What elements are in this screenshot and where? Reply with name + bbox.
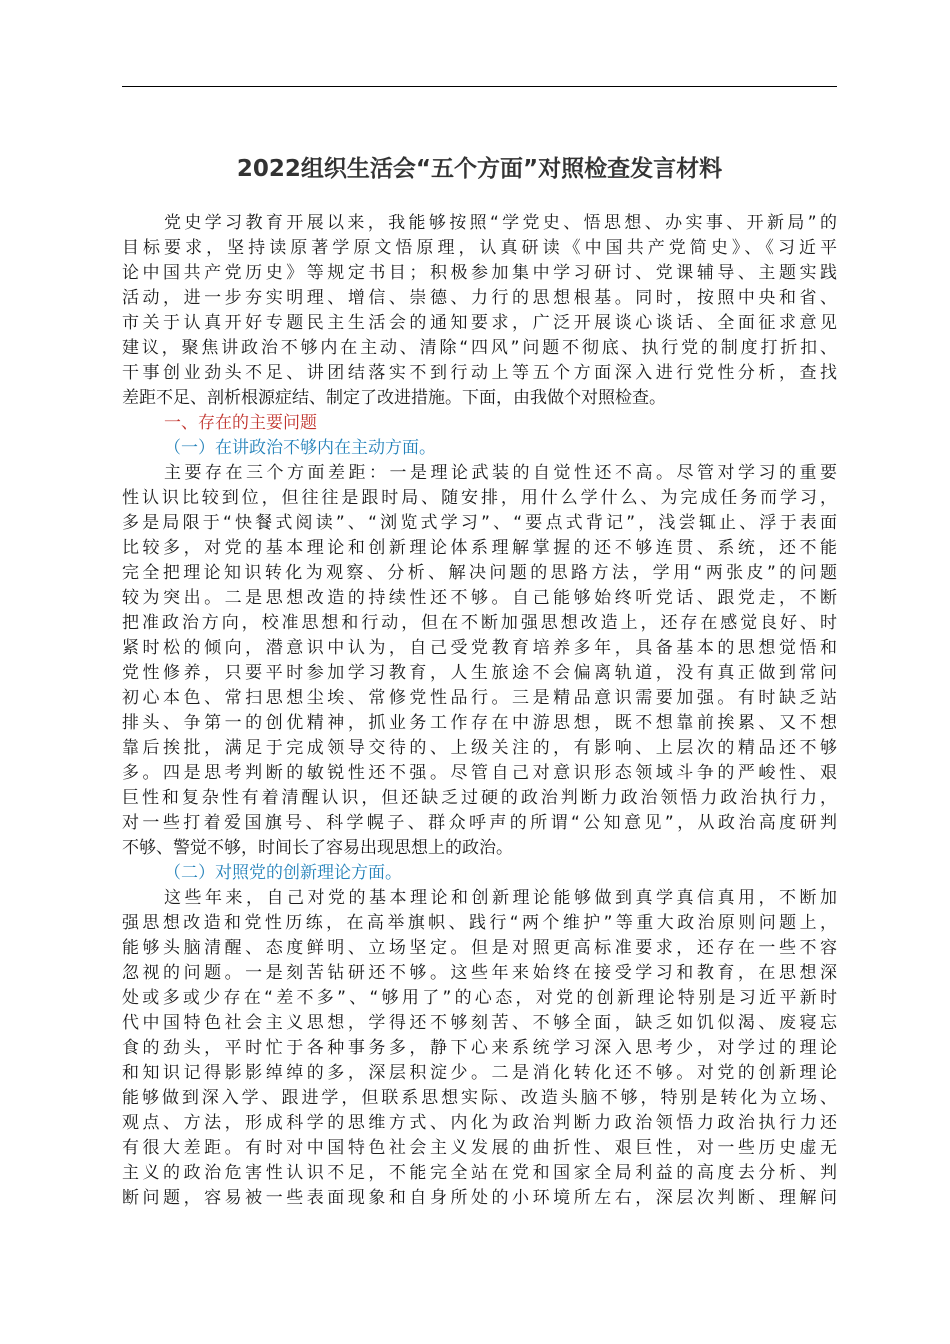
paragraph-line: 巨性和复杂性有着清醒认识，但还缺乏过硬的政治判断力政治领悟力政治执行力， bbox=[122, 788, 837, 808]
paragraph-line: 观点、方法，形成科学的思维方式、内化为政治判断力政治领悟力政治执行力还 bbox=[122, 1113, 837, 1133]
paragraph-line: 论中国共产党历史》等规定书目；积极参加集中学习研讨、党课辅导、主题实践 bbox=[122, 263, 837, 283]
paragraph-line: 忽视的问题。一是刻苦钻研还不够。这些年来始终在接受学习和教育，在思想深 bbox=[122, 963, 837, 983]
paragraph-line: 食的劲头，平时忙于各种事务多，静下心来系统学习深入思考少，对学过的理论 bbox=[122, 1038, 837, 1058]
paragraph-line: 断问题，容易被一些表面现象和自身所处的小环境所左右，深层次判断、理解问 bbox=[122, 1188, 837, 1208]
paragraph-line: 活动，进一步夯实明理、增信、崇德、力行的思想根基。同时，按照中央和省、 bbox=[122, 288, 837, 308]
paragraph-line: 多。四是思考判断的敏锐性还不强。尽管自己对意识形态领域斗争的严峻性、艰 bbox=[122, 763, 837, 783]
paragraph-line: 紧时松的倾向，潜意识中认为，自己受党教育培养多年，具备基本的思想觉悟和 bbox=[122, 638, 837, 658]
paragraph-line: 党史学习教育开展以来，我能够按照“学党史、悟思想、办实事、开新局”的 bbox=[164, 213, 837, 233]
paragraph-line: 差距不足、剖析根源症结、制定了改进措施。下面，由我做个对照检查。 bbox=[122, 388, 666, 408]
paragraph-line: 不够、警觉不够，时间长了容易出现思想上的政治。 bbox=[122, 838, 513, 858]
paragraph-line: 干事创业劲头不足、讲团结落实不到行动上等五个方面深入进行党性分析，查找 bbox=[122, 363, 837, 383]
paragraph-line: 完全把理论知识转化为观察、分析、解决问题的思路方法，学用“两张皮”的问题 bbox=[122, 563, 837, 583]
paragraph-line: 代中国特色社会主义思想，学得还不够刻苦、不够全面，缺乏如饥似渴、废寝忘 bbox=[122, 1013, 837, 1033]
paragraph-line: 多是局限于“快餐式阅读”、“浏览式学习”、“要点式背记”，浅尝辄止、浮于表面 bbox=[122, 513, 837, 533]
paragraph-line: 性认识比较到位，但往往是跟时局、随安排，用什么学什么、为完成任务而学习， bbox=[122, 488, 837, 508]
paragraph-line: 强思想改造和党性历练，在高举旗帜、践行“两个维护”等重大政治原则问题上， bbox=[122, 913, 837, 933]
subsection-paragraph-politics bbox=[122, 461, 837, 861]
paragraph-line: 初心本色、常扫思想尘埃、常修党性品行。三是精品意识需要加强。有时缺乏站 bbox=[122, 688, 837, 708]
paragraph-line: 排头、争第一的创优精神，抓业务工作存在中游思想，既不想靠前挨累、又不想 bbox=[122, 713, 837, 733]
section-heading-problems: 一、存在的主要问题 bbox=[164, 413, 317, 433]
paragraph-line: 靠后挨批，满足于完成领导交待的、上级关注的，有影响、上层次的精品还不够 bbox=[122, 738, 837, 758]
header-rule bbox=[122, 86, 837, 87]
paragraph-line: 比较多，对党的基本理论和创新理论体系理解掌握的还不够连贯、系统，还不能 bbox=[122, 538, 837, 558]
paragraph-line: 能够做到深入学、跟进学，但联系思想实际、改造头脑不够，特别是转化为立场、 bbox=[122, 1088, 837, 1108]
paragraph-line: 能够头脑清醒、态度鲜明、立场坚定。但是对照更高标准要求，还存在一些不容 bbox=[122, 938, 837, 958]
subsection-heading-politics: （一）在讲政治不够内在主动方面。 bbox=[164, 438, 436, 458]
paragraph-line: 主要存在三个方面差距：一是理论武装的自觉性还不高。尽管对学习的重要 bbox=[164, 463, 837, 483]
subsection-paragraph-theory bbox=[122, 886, 837, 1211]
paragraph-line: 目标要求，坚持读原著学原文悟原理，认真研读《中国共产党简史》、《习近平 bbox=[122, 238, 837, 258]
document-body bbox=[122, 211, 837, 1211]
paragraph-line: 主义的政治危害性认识不足，不能完全站在党和国家全局利益的高度去分析、判 bbox=[122, 1163, 837, 1183]
paragraph-line: 市关于认真开好专题民主生活会的通知要求，广泛开展谈心谈话、全面征求意见 bbox=[122, 313, 837, 333]
paragraph-line: 较为突出。二是思想改造的持续性还不够。自己能够始终听党话、跟党走，不断 bbox=[122, 588, 837, 608]
paragraph-line: 和知识记得影影绰绰的多，深层积淀少。二是消化转化还不够。对党的创新理论 bbox=[122, 1063, 837, 1083]
paragraph-line: 处或多或少存在“差不多”、“够用了”的心态，对党的创新理论特别是习近平新时 bbox=[122, 988, 837, 1008]
paragraph-line: 对一些打着爱国旗号、科学幌子、群众呼声的所谓“公知意见”，从政治高度研判 bbox=[122, 813, 837, 833]
document-title: 2022组织生活会“五个方面”对照检查发言材料 bbox=[236, 156, 723, 182]
paragraph-line: 这些年来，自己对党的基本理论和创新理论能够做到真学真信真用，不断加 bbox=[164, 888, 837, 908]
paragraph-line: 把准政治方向，校准思想和行动，但在不断加强思想改造上，还存在感觉良好、时 bbox=[122, 613, 837, 633]
subsection-heading-theory: （二）对照党的创新理论方面。 bbox=[164, 863, 402, 883]
paragraph-line: 建议，聚焦讲政治不够内在主动、清除“四风”问题不彻底、执行党的制度打折扣、 bbox=[122, 338, 837, 358]
intro-paragraph bbox=[122, 211, 837, 411]
paragraph-line: 党性修养，只要平时参加学习教育，人生旅途不会偏离轨道，没有真正做到常问 bbox=[122, 663, 837, 683]
paragraph-line: 有很大差距。有时对中国特色社会主义发展的曲折性、艰巨性，对一些历史虚无 bbox=[122, 1138, 837, 1158]
